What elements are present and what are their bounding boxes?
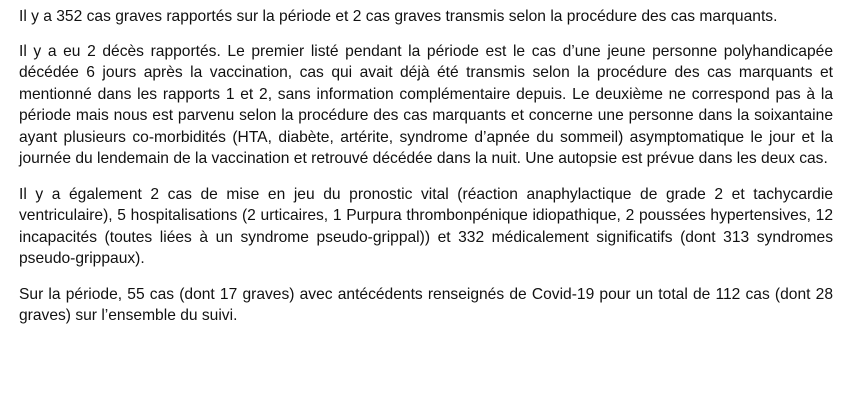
paragraph-covid-history: Sur la période, 55 cas (dont 17 graves) avec antécédents renseignés de Covid-19 pour un total de 112 cas (dont 28 graves) sur l’ensemble du suivi. xyxy=(19,285,833,324)
paragraph-other-serious-cases: Il y a également 2 cas de mise en jeu du pronostic vital (réaction anaphylactique de grade 2 et tachycardie ventriculaire), 5 hospitalisations (2 urticaires, 1 Purpura thrombonpénique idiopathique, 2 poussées hypertensives, 12 incapacités (toutes liées à un syndrome pseudo-grippal)) et 332 médicalement significatifs (dont 313 syndromes pseudo-grippaux). xyxy=(19,185,833,267)
paragraph-serious-cases: Il y a 352 cas graves rapportés sur la période et 2 cas graves transmis selon la procédure des cas marquants. xyxy=(19,8,778,25)
paragraph-deaths: Il y a eu 2 décès rapportés. Le premier listé pendant la période est le cas d’une jeune personne polyhandicapée décédée 6 jours après la vaccination, cas qui avait déjà été transmis selon la procédure des cas marquants et mentionné dans les rapports 1 et 2, sans information complémentaire depuis. Le deuxième ne correspond pas à la période mais nous est parvenu selon la procédure des cas marquants et concerne une personne dans la soixantaine ayant plusieurs co-morbidités (HTA, diabète, artérite, syndrome d’apnée du sommeil) asymptomatique le jour et la journée du lendemain de la vaccination et retrouvé décédée dans la nuit. Une autopsie est prévue dans les deux cas. xyxy=(19,42,833,167)
document-body xyxy=(19,6,833,327)
